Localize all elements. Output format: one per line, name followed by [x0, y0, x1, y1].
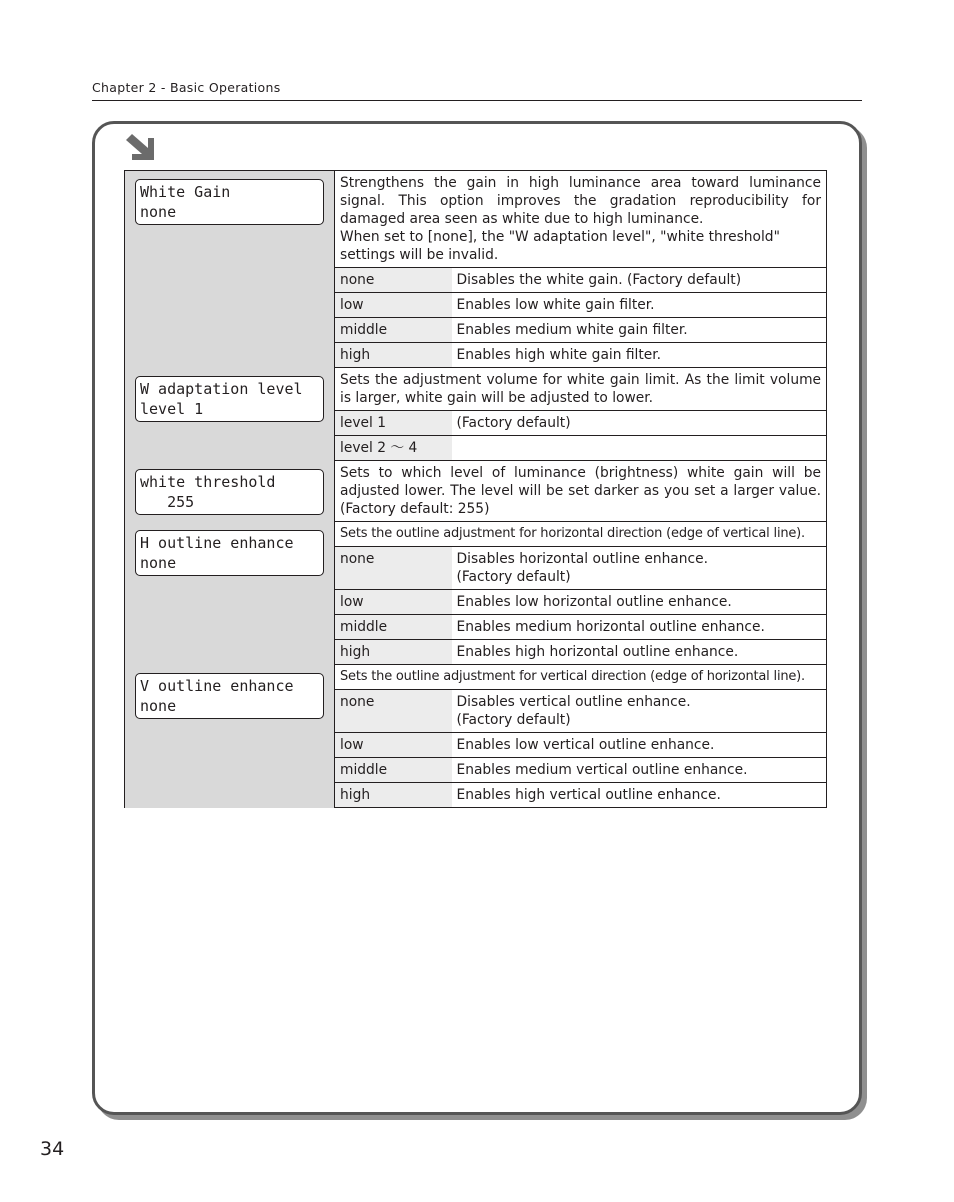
option-text: Disables the white gain. (Factory default) — [452, 268, 827, 293]
description-note: When set to [none], the "W adaptation level", "white threshold" settings will be invalid. — [340, 229, 780, 263]
h-outline-lcd — [135, 530, 324, 576]
lcd-line: none — [140, 203, 177, 221]
lcd-line: none — [140, 696, 177, 715]
option-text-line: (Factory default) — [456, 569, 571, 585]
option-value: high — [335, 783, 452, 808]
option-value: high — [335, 640, 452, 665]
option-text — [452, 547, 827, 590]
w-adaptation-lcd — [135, 376, 324, 422]
option-text-line: Disables vertical outline enhance. — [456, 694, 691, 710]
option-text: Enables medium vertical outline enhance. — [452, 758, 827, 783]
option-value: none — [335, 268, 452, 293]
option-text: Enables medium horizontal outline enhance. — [452, 615, 827, 640]
v-outline-row — [125, 665, 827, 690]
option-text — [452, 690, 827, 733]
option-text-line: (Factory default) — [456, 712, 571, 728]
white-gain-description — [335, 171, 827, 268]
option-value: low — [335, 590, 452, 615]
option-text-line: Disables horizontal outline enhance. — [456, 551, 708, 567]
white-threshold-lcd — [135, 469, 324, 515]
lcd-line: V outline enhance — [140, 676, 294, 695]
option-text: Enables high white gain filter. — [452, 343, 827, 368]
white-threshold-lcd-cell — [125, 461, 335, 522]
w-adaptation-lcd-cell — [125, 368, 335, 461]
h-outline-lcd-cell — [125, 522, 335, 665]
lcd-line: White Gain — [140, 183, 231, 201]
h-outline-row — [125, 522, 827, 547]
option-value: none — [335, 690, 452, 733]
lcd-line: W adaptation level — [140, 379, 303, 398]
option-text: Enables low vertical outline enhance. — [452, 733, 827, 758]
option-value: low — [335, 293, 452, 318]
w-adaptation-row — [125, 368, 827, 411]
option-text: (Factory default) — [452, 411, 827, 436]
header-rule — [92, 100, 862, 101]
option-text: Enables low horizontal outline enhance. — [452, 590, 827, 615]
option-value: low — [335, 733, 452, 758]
white-threshold-row — [125, 461, 827, 522]
diagonal-arrow-icon — [126, 134, 156, 162]
white-gain-lcd — [135, 179, 324, 225]
lcd-line: 255 — [140, 492, 195, 511]
option-text: Enables low white gain filter. — [452, 293, 827, 318]
v-outline-description: Sets the outline adjustment for vertical direction (edge of horizontal line). — [335, 665, 827, 690]
option-value: high — [335, 343, 452, 368]
option-value: level 2 ～ 4 — [335, 436, 452, 461]
lcd-line: white threshold — [140, 472, 276, 491]
chapter-heading: Chapter 2 - Basic Operations — [92, 80, 281, 95]
white-threshold-description: Sets to which level of luminance (brightness) white gain will be adjusted lower. The level will be set darker as you set a larger value. (Factory default: 255) — [335, 461, 827, 522]
v-outline-lcd — [135, 673, 324, 719]
h-outline-description: Sets the outline adjustment for horizontal direction (edge of vertical line). — [335, 522, 827, 547]
option-value: level 1 — [335, 411, 452, 436]
white-gain-lcd-cell — [125, 171, 335, 368]
option-value: none — [335, 547, 452, 590]
w-adaptation-description: Sets the adjustment volume for white gain limit. As the limit volume is larger, white gain will be adjusted to lower. — [335, 368, 827, 411]
v-outline-lcd-cell — [125, 665, 335, 808]
option-text: Enables high horizontal outline enhance. — [452, 640, 827, 665]
page-number: 34 — [40, 1138, 65, 1160]
white-gain-row — [125, 171, 827, 268]
lcd-line: H outline enhance — [140, 533, 294, 552]
option-text: Enables high vertical outline enhance. — [452, 783, 827, 808]
option-text — [452, 436, 827, 461]
menu-settings-table — [124, 170, 827, 808]
lcd-line: level 1 — [140, 399, 204, 418]
option-value: middle — [335, 615, 452, 640]
option-value: middle — [335, 758, 452, 783]
option-text: Enables medium white gain filter. — [452, 318, 827, 343]
description-text: Strengthens the gain in high luminance area toward luminance signal. This option improves the gradation reproducibility for damaged area seen as white due to high luminance. — [340, 175, 821, 227]
option-value: middle — [335, 318, 452, 343]
lcd-line: none — [140, 553, 177, 572]
